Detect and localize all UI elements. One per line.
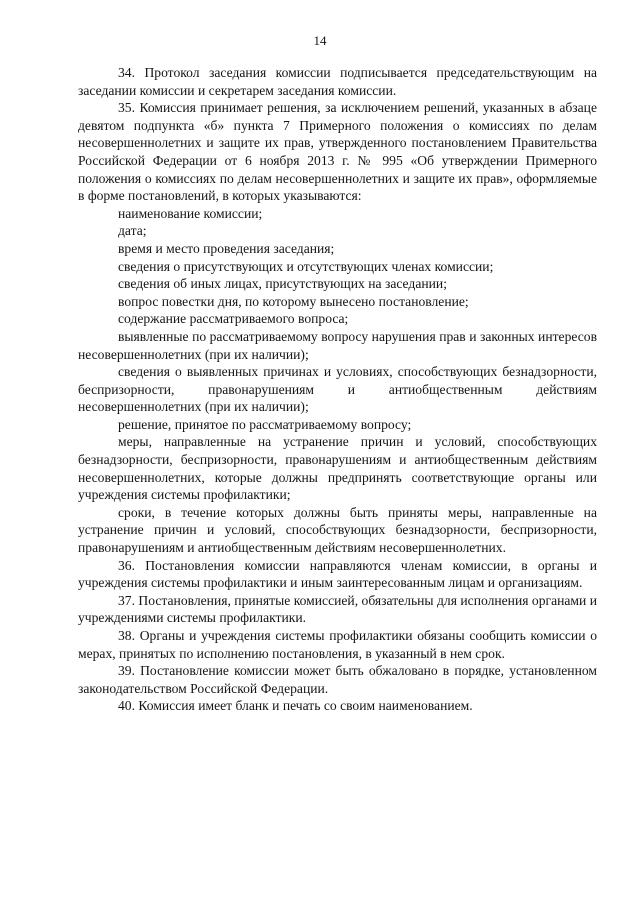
document-body: [78, 64, 597, 715]
list-item: меры, направленные на устранение причин и условий, способствующих безнадзорности, беспризорности, правонарушениям и антиобщественным действиям несовершеннолетних, которые должны предпринять соответствующие органы или учреждения системы профилактики;: [78, 434, 597, 503]
paragraph-36: 36. Постановления комиссии направляются членам комиссии, в органы и учреждения системы профилактики и иным заинтересованным лицам и организациям.: [78, 557, 597, 591]
list-item: сведения о выявленных причинах и условиях, способствующих безнадзорности, беспризорности, правонарушениям и антиобщественным действиям несовершеннолетних (при их наличии);: [78, 364, 597, 415]
list-item: сроки, в течение которых должны быть приняты меры, направленные на устранение причин и условий, способствующих безнадзорности, беспризорности, правонарушениям и антиобщественным действиям несовершеннолетних.: [78, 504, 597, 556]
paragraph-39: 39. Постановление комиссии может быть обжаловано в порядке, установленном законодательством Российской Федерации.: [78, 663, 597, 696]
decision-contents-list: [78, 205, 597, 557]
list-item: сведения о присутствующих и отсутствующих членах комиссии;: [118, 258, 494, 274]
paragraph-34: 34. Протокол заседания комиссии подписывается председательствующим на заседании комиссии и секретарем заседания комиссии.: [78, 65, 597, 98]
list-item: сведения об иных лицах, присутствующих на заседании;: [118, 276, 447, 292]
list-item: выявленные по рассматриваемому вопросу нарушения прав и законных интересов несовершеннолетних (при их наличии);: [78, 328, 597, 362]
paragraph-40: 40. Комиссия имеет бланк и печать со своим наименованием.: [118, 698, 473, 714]
page-number: 14: [313, 33, 327, 48]
list-item: решение, принятое по рассматриваемому вопросу;: [118, 416, 412, 432]
list-item: наименование комиссии;: [118, 205, 263, 221]
list-item: дата;: [118, 223, 147, 239]
list-item: вопрос повестки дня, по которому вынесено постановление;: [118, 293, 469, 309]
paragraph-37: 37. Постановления, принятые комиссией, обязательны для исполнения органами и учреждениями системы профилактики.: [78, 592, 597, 626]
paragraph-35: 35. Комиссия принимает решения, за исключением решений, указанных в абзаце девятом подпункта «б» пункта 7 Примерного положения о комиссиях по делам несовершеннолетних и защите их прав, утвержденного постановлением Правительства Российской Федерации от 6 ноября 2013 г. № 995 «Об утверждении Примерного положения о комиссиях по делам несовершеннолетних и защите их прав», оформляемые в форме постановлений, в которых указываются:: [78, 100, 597, 204]
paragraph-38: 38. Органы и учреждения системы профилактики обязаны сообщить комиссии о мерах, принятых по исполнению постановления, в указанный в нем срок.: [78, 628, 597, 661]
list-item: содержание рассматриваемого вопроса;: [118, 311, 349, 327]
list-item: время и место проведения заседания;: [118, 240, 335, 256]
